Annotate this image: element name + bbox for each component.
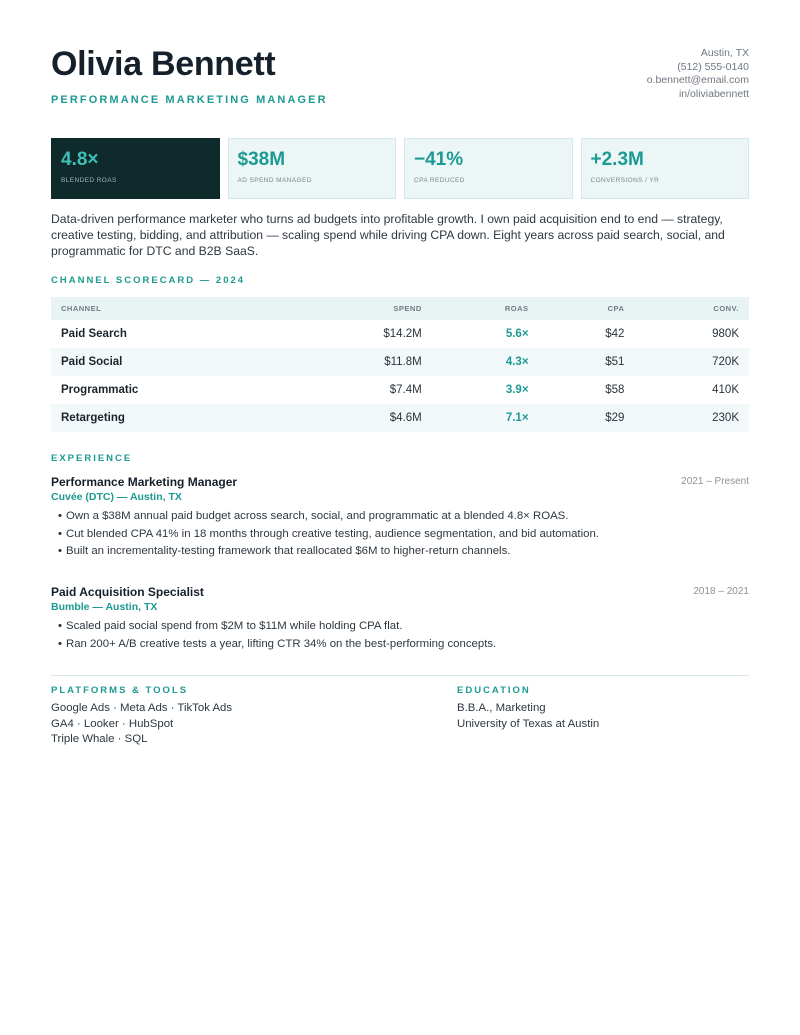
candidate-title: PERFORMANCE MARKETING MANAGER xyxy=(51,94,328,106)
column-header-roas: ROAS xyxy=(432,297,539,320)
stats-row xyxy=(51,138,749,199)
cell-channel: Paid Search xyxy=(61,328,127,340)
list-item: • Ran 200+ A/B creative tests a year, lifting CTR 34% on the best-performing concepts. xyxy=(51,636,749,654)
list-item: • Built an incrementality-testing framework that reallocated $6M to higher-return channels. xyxy=(51,543,749,561)
contact-email: o.bennett@email.com xyxy=(646,74,749,87)
scorecard-heading: CHANNEL SCORECARD — 2024 xyxy=(51,275,246,286)
contact-linkedin: in/oliviabennett xyxy=(678,88,749,101)
column-header-spend: SPEND xyxy=(289,297,432,320)
stat-label: BLENDED ROAS xyxy=(61,177,117,184)
tools-line: GA4 · Looker · HubSpot xyxy=(51,717,174,730)
stat-card-spend xyxy=(228,138,397,199)
job-company: Cuvée (DTC) — Austin, TX xyxy=(51,491,182,503)
job-dates: 2021 – Present xyxy=(681,476,749,487)
bullet-icon: • xyxy=(58,637,62,650)
experience-heading: EXPERIENCE xyxy=(51,453,133,464)
cell-roas: 4.3× xyxy=(432,348,539,376)
job-bullets xyxy=(51,618,749,653)
column-header-cpa: CPA xyxy=(539,297,635,320)
candidate-name: Olivia Bennett xyxy=(51,45,276,83)
cell-roas: 7.1× xyxy=(432,404,539,432)
stat-card-cpa xyxy=(404,138,573,199)
bullet-icon: • xyxy=(58,620,62,632)
tools-line: Triple Whale · SQL xyxy=(51,733,148,745)
job-company: Bumble — Austin, TX xyxy=(51,601,158,613)
stat-value: −41% xyxy=(414,149,464,170)
stat-label: CPA REDUCED xyxy=(414,177,465,184)
cell-conv: 720K xyxy=(634,348,749,376)
education-school: University of Texas at Austin xyxy=(457,717,600,730)
stat-value: 4.8× xyxy=(61,149,99,170)
tools-list xyxy=(51,701,232,748)
cell-roas: 3.9× xyxy=(505,384,529,396)
column-header-conv: CONV. xyxy=(634,297,749,320)
stat-value: $38M xyxy=(237,149,286,170)
section-divider xyxy=(51,675,749,676)
column-header-channel: CHANNEL xyxy=(51,297,289,320)
cell-conv: 410K xyxy=(712,384,739,396)
list-item: • Cut blended CPA 41% in 18 months through creative testing, audience segmentation, and bid automation. xyxy=(51,526,749,544)
table-header-row xyxy=(51,297,749,320)
tools-heading: PLATFORMS & TOOLS xyxy=(51,685,189,696)
cell-cpa: $51 xyxy=(539,348,635,376)
cell-conv: 230K xyxy=(634,404,749,432)
list-item: • Own a $38M annual paid budget across search, social, and programmatic at a blended 4.8× ROAS. xyxy=(51,508,749,526)
bullet-icon: • xyxy=(58,527,62,540)
contact-location: Austin, TX xyxy=(700,47,749,59)
summary-paragraph: Data-driven performance marketer who turns ad budgets into profitable growth. I own paid acquisition end to end — strategy, creative testing, bidding, and attribution — scaling spend while driving CPA down. Eight years across paid search, social, and programmatic for DTC and B2B SaaS. xyxy=(51,212,725,258)
cell-spend: $7.4M xyxy=(389,384,422,396)
cell-channel: Programmatic xyxy=(61,384,139,396)
cell-spend: $4.6M xyxy=(289,404,432,432)
stat-card-roas xyxy=(51,138,220,199)
job-role: Performance Marketing Manager xyxy=(51,475,238,489)
resume-header xyxy=(51,0,749,118)
education-block xyxy=(457,701,599,732)
contact-block xyxy=(647,47,749,102)
table-row xyxy=(51,376,749,404)
cell-conv: 980K xyxy=(712,328,739,340)
bullet-icon: • xyxy=(58,510,62,522)
job-bullets xyxy=(51,508,749,561)
job-entry xyxy=(51,584,749,653)
cell-channel: Retargeting xyxy=(51,404,289,432)
table-row xyxy=(51,320,749,348)
list-item: • Scaled paid social spend from $2M to $11M while holding CPA flat. xyxy=(51,618,749,636)
bullet-icon: • xyxy=(58,545,62,557)
table-row xyxy=(51,404,749,432)
cell-cpa: $29 xyxy=(539,404,635,432)
cell-roas: 5.6× xyxy=(505,328,529,340)
stat-card-conversions xyxy=(581,138,750,199)
job-dates: 2018 – 2021 xyxy=(693,586,749,597)
stat-label: AD SPEND MANAGED xyxy=(237,177,312,184)
cell-channel: Paid Social xyxy=(51,348,289,376)
job-role: Paid Acquisition Specialist xyxy=(51,585,204,599)
cell-cpa: $58 xyxy=(605,384,625,396)
job-entry xyxy=(51,474,749,561)
channel-scorecard-table xyxy=(51,297,749,432)
table-row xyxy=(51,348,749,376)
cell-spend: $14.2M xyxy=(383,328,422,340)
contact-phone: (512) 555-0140 xyxy=(677,60,749,73)
tools-line: Google Ads · Meta Ads · TikTok Ads xyxy=(51,702,233,714)
cell-cpa: $42 xyxy=(605,328,625,340)
stat-label: CONVERSIONS / YR xyxy=(590,177,660,184)
education-heading: EDUCATION xyxy=(457,685,531,696)
education-degree: B.B.A., Marketing xyxy=(457,702,546,714)
cell-spend: $11.8M xyxy=(289,348,432,376)
stat-value: +2.3M xyxy=(590,149,644,170)
